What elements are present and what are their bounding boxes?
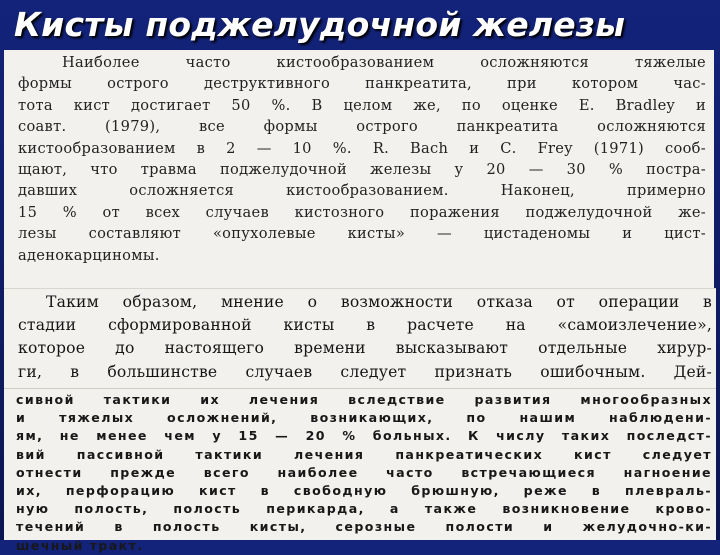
slide-title: Кисты поджелудочной железы <box>14 5 626 44</box>
text-line: щают, что травма поджелудочной железы у 20 — 30 % постра- <box>18 161 706 179</box>
text-line: лезы составляют «опухолевые кисты» — цистаденомы и цист- <box>18 225 706 243</box>
text-line: Наиболее часто кистообразованием осложняются тяжелые <box>62 54 706 71</box>
text-line: Таким образом, мнение о возможности отказа от операции в <box>46 293 712 311</box>
text-line: и тяжелых осложнений, возникающих, по нашим наблюдени- <box>16 410 712 426</box>
text-line: давших осложняется кистообразованием. Наконец, примерно <box>18 182 706 200</box>
text-line: ги, в большинстве случаев следует признать ошибочным. Дей- <box>18 362 712 381</box>
text-line: аденокарциномы. <box>18 246 160 264</box>
text-line: формы острого деструктивного панкреатита, при котором час- <box>18 75 706 93</box>
text-line: ную полость, полость перикарда, а также возникновение крово- <box>16 501 712 517</box>
text-line: вий пассивной тактики лечения панкреатических кист следует <box>16 446 712 462</box>
text-line: их, перфорацию кист в свободную брюшную, реже в плевраль- <box>16 483 712 499</box>
text-line: кистообразованием в 2 — 10 %. R. Bach и С. Frey (1971) сооб- <box>18 139 706 157</box>
text-fragment-2 <box>4 288 716 388</box>
text-line: стадии сформированной кисты в расчете на «самоизлечение», <box>18 316 712 335</box>
text-line: шечный тракт. <box>16 537 144 553</box>
text-line: 15 % от всех случаев кистозного поражения поджелудочной же- <box>18 203 706 221</box>
text-fragment-3 <box>4 388 716 553</box>
text-line: отнести прежде всего наиболее часто встречающиеся нагноение <box>16 464 712 480</box>
text-line: которое до настоящего времени высказывают отдельные хирур- <box>18 339 712 358</box>
text-fragment-1 <box>4 50 714 288</box>
text-line: течений в полость кисты, серозные полости и желудочно-ки- <box>16 519 712 535</box>
text-line: соавт. (1979), все формы острого панкреатита осложняются <box>18 118 706 136</box>
text-line: ям, не менее чем у 15 — 20 % больных. К числу таких последст- <box>16 428 712 444</box>
text-line: сивной тактики их лечения вследствие развития многообразных <box>16 392 712 407</box>
text-line: тота кист достигает 50 %. В целом же, по оценке Е. Bradley и <box>18 96 706 114</box>
